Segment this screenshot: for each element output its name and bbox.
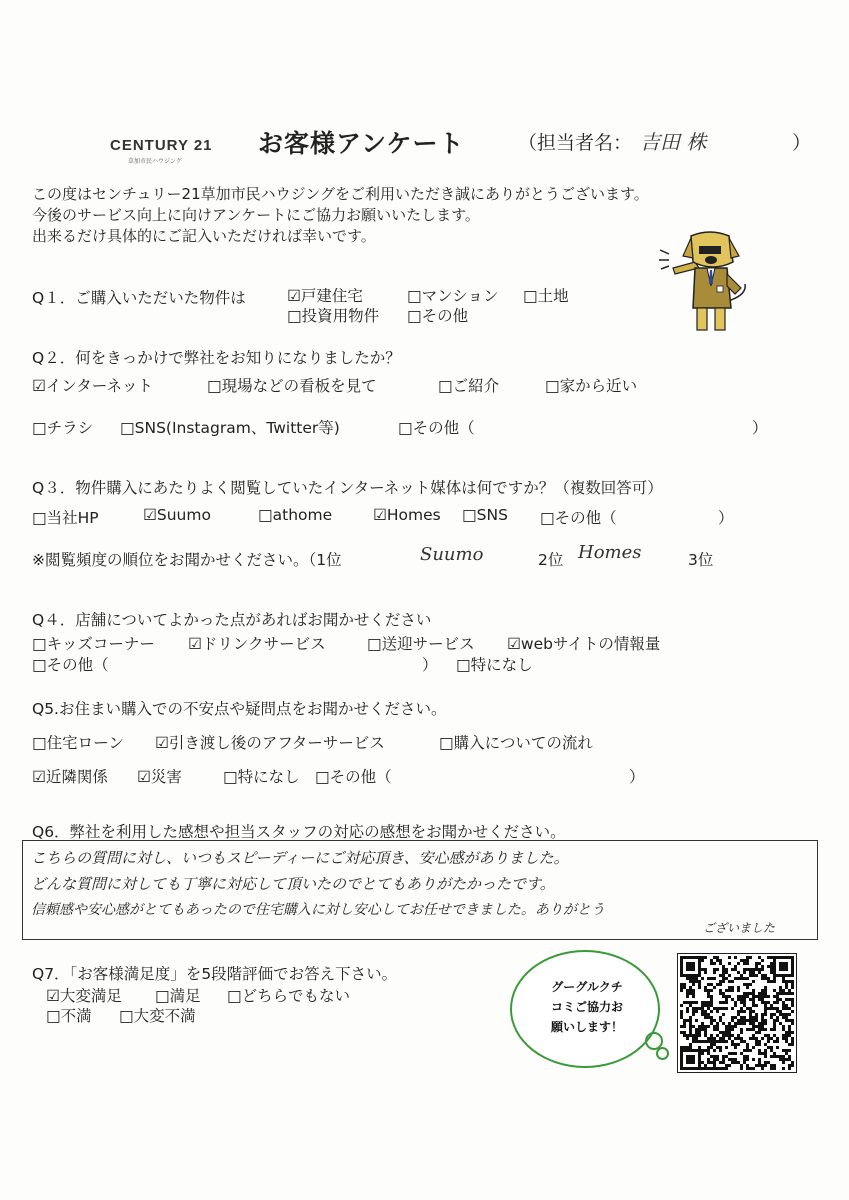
q6-answer-line-2: どんな質問に対しても丁寧に対応して頂いたのでとてもありがたかったです。 (31, 875, 555, 893)
q6-answer-line-1: こちらの質問に対し、いつもスピーディーにご対応頂き、安心感がありました。 (31, 849, 569, 867)
q5-option-disaster[interactable]: ☑災害 (137, 768, 182, 786)
q3-rank3-label: 3位 (688, 551, 714, 569)
q5-other-close: ） (629, 768, 645, 786)
bubble-line-1: グーグルクチ (551, 980, 623, 994)
q7-option-neutral[interactable]: □どちらでもない (227, 987, 350, 1005)
q6-answer-box[interactable] (22, 840, 818, 940)
q3-rank2-label: 2位 (538, 551, 564, 569)
q6-answer-line-4: ございました (703, 921, 776, 935)
q6-answer-line-3: 信頼感や安心感がとてもあったので住宅購入に対し安心してお任せできました。ありがとう (31, 902, 605, 918)
q6-label: Q6．弊社を利用した感想や担当スタッフの対応の感想をお聞かせください。 (32, 823, 566, 841)
q4-option-other[interactable]: □その他（ (32, 656, 109, 674)
q4-option-none[interactable]: □特になし (456, 656, 533, 674)
q2-other-close: ） (752, 419, 768, 437)
q1-option-land[interactable]: □土地 (523, 287, 569, 305)
q7-option-very-dissatisfied[interactable]: □大変不満 (119, 1007, 196, 1025)
q4-option-pickup-service[interactable]: □送迎サービス (367, 635, 475, 653)
q3-rank1-value[interactable]: Suumo (420, 544, 484, 565)
intro-line-2: 今後のサービス向上に向けアンケートにご協力お願いいたします。 (32, 206, 480, 224)
company-logo-subtitle: 草加市民ハウジング (128, 158, 182, 165)
q5-option-neighbors[interactable]: ☑近隣関係 (32, 768, 108, 786)
page-title: お客様アンケート (258, 129, 465, 158)
q3-option-company-hp[interactable]: □当社HP (32, 509, 99, 527)
q7-option-very-satisfied[interactable]: ☑大変満足 (46, 987, 122, 1005)
q2-option-other[interactable]: □その他（ (398, 419, 475, 437)
qr-code-icon[interactable] (677, 953, 797, 1073)
q4-option-drink-service[interactable]: ☑ドリンクサービス (188, 635, 326, 653)
q4-label: Q４．店舗についてよかった点があればお聞かせください (32, 611, 432, 629)
q3-option-sns[interactable]: □SNS (462, 506, 508, 524)
q3-label: Q３．物件購入にあたりよく閲覧していたインターネット媒体は何ですか？（複数回答可） (32, 479, 663, 497)
bubble-tail-dot-2 (656, 1047, 669, 1060)
q3-option-homes[interactable]: ☑Homes (373, 506, 441, 524)
bubble-line-2: コミご協力お (550, 1000, 623, 1014)
q3-option-suumo[interactable]: ☑Suumo (143, 506, 211, 524)
staff-label: （担当者名： (518, 132, 633, 154)
q1-option-house[interactable]: ☑戸建住宅 (287, 287, 363, 305)
q4-option-website-info[interactable]: ☑webサイトの情報量 (507, 635, 661, 653)
intro-line-1: この度はセンチュリー21草加市民ハウジングをご利用いただき誠にありがとうございます。 (32, 185, 649, 203)
q4-other-close: ） (422, 656, 438, 674)
q1-label: Q１．ご購入いただいた物件は (32, 289, 246, 307)
staff-close: ） (792, 132, 812, 154)
q2-option-signboard[interactable]: □現場などの看板を見て (207, 377, 377, 395)
mascot-dog-icon (655, 228, 755, 338)
q7-option-dissatisfied[interactable]: □不満 (46, 1007, 92, 1025)
q5-option-after-service[interactable]: ☑引き渡し後のアフターサービス (155, 734, 385, 752)
q2-label: Q２．何をきっかけで弊社をお知りになりましたか？ (32, 349, 401, 367)
q3-option-athome[interactable]: □athome (258, 506, 333, 524)
q3-option-other[interactable]: □その他（ (540, 509, 617, 527)
q3-other-close: ） (718, 509, 734, 527)
q1-option-other[interactable]: □その他 (407, 307, 469, 325)
intro-line-3: 出来るだけ具体的にご記入いただければ幸いです。 (32, 227, 376, 245)
q2-option-sns[interactable]: □SNS(Instagram、Twitter等) (120, 419, 340, 437)
q2-option-referral[interactable]: □ご紹介 (438, 377, 500, 395)
q5-option-purchase-flow[interactable]: □購入についての流れ (439, 734, 593, 752)
q1-option-investment[interactable]: □投資用物件 (287, 307, 380, 325)
q5-option-loan[interactable]: □住宅ローン (32, 734, 124, 752)
q1-option-mansion[interactable]: □マンション (407, 287, 499, 305)
q7-label: Q7．「お客様満足度」を5段階評価でお答え下さい。 (32, 965, 398, 983)
q5-option-other[interactable]: □その他（ (315, 768, 392, 786)
company-logo: CENTURY 21 (110, 137, 213, 154)
q5-label: Q5.お住まい購入での不安点や疑問点をお聞かせください。 (32, 700, 447, 718)
q3-rank-label: ※閲覧頻度の順位をお聞かせください。（1位 (32, 551, 342, 569)
bubble-line-3: 願いします！ (550, 1020, 623, 1034)
google-review-bubble (510, 950, 660, 1068)
q2-option-near-home[interactable]: □家から近い (545, 377, 638, 395)
q4-option-kids-corner[interactable]: □キッズコーナー (32, 635, 155, 653)
q2-option-internet[interactable]: ☑インターネット (32, 377, 154, 395)
q7-option-satisfied[interactable]: □満足 (155, 987, 201, 1005)
q5-option-none[interactable]: □特になし (223, 768, 300, 786)
staff-name[interactable]: 吉田 株 (640, 130, 707, 154)
qr-code-pattern (678, 954, 796, 1072)
q3-rank2-value[interactable]: Homes (578, 542, 642, 563)
q2-option-flyer[interactable]: □チラシ (32, 419, 94, 437)
